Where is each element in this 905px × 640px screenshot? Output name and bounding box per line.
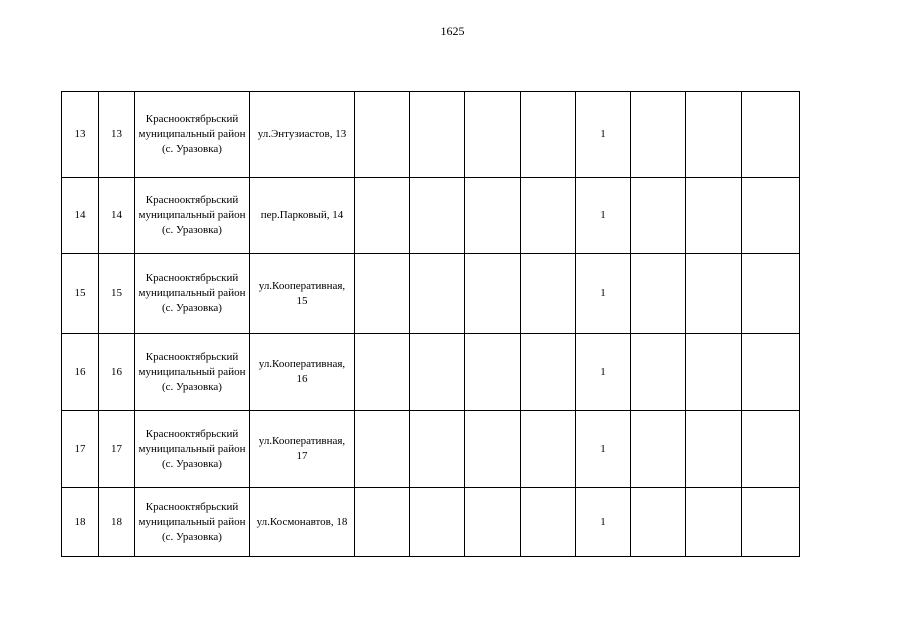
empty-cell <box>410 178 465 254</box>
area-cell: Краснооктябрьский муниципальный район (с. Уразовка) <box>135 334 250 411</box>
registry-table <box>61 91 800 557</box>
empty-cell <box>521 92 576 178</box>
empty-cell <box>465 254 521 334</box>
table-row <box>62 334 800 411</box>
value-cell: 1 <box>576 411 631 488</box>
empty-cell <box>521 254 576 334</box>
empty-cell <box>521 334 576 411</box>
empty-cell <box>631 334 686 411</box>
empty-cell <box>686 178 742 254</box>
row-number-cell: 14 <box>62 178 99 254</box>
empty-cell <box>355 334 410 411</box>
empty-cell <box>410 488 465 557</box>
empty-cell <box>465 488 521 557</box>
value-cell: 1 <box>576 92 631 178</box>
empty-cell <box>742 488 800 557</box>
row-number-cell-2: 18 <box>99 488 135 557</box>
empty-cell <box>686 411 742 488</box>
empty-cell <box>410 92 465 178</box>
empty-cell <box>686 92 742 178</box>
row-number-cell: 18 <box>62 488 99 557</box>
empty-cell <box>686 334 742 411</box>
value-cell: 1 <box>576 334 631 411</box>
table-row <box>62 92 800 178</box>
empty-cell <box>410 254 465 334</box>
value-cell: 1 <box>576 178 631 254</box>
empty-cell <box>631 92 686 178</box>
empty-cell <box>355 92 410 178</box>
empty-cell <box>355 488 410 557</box>
empty-cell <box>742 178 800 254</box>
empty-cell <box>410 334 465 411</box>
page-number: 1625 <box>440 24 465 38</box>
empty-cell <box>465 92 521 178</box>
row-number-cell-2: 13 <box>99 92 135 178</box>
row-number-cell: 13 <box>62 92 99 178</box>
empty-cell <box>355 254 410 334</box>
address-cell: ул.Кооперативная, 15 <box>250 254 355 334</box>
area-cell: Краснооктябрьский муниципальный район (с. Уразовка) <box>135 488 250 557</box>
address-cell: пер.Парковый, 14 <box>250 178 355 254</box>
row-number-cell: 17 <box>62 411 99 488</box>
row-number-cell-2: 16 <box>99 334 135 411</box>
table-row <box>62 178 800 254</box>
address-cell: ул.Космонавтов, 18 <box>250 488 355 557</box>
value-cell: 1 <box>576 488 631 557</box>
empty-cell <box>742 254 800 334</box>
empty-cell <box>355 178 410 254</box>
address-cell: ул.Кооперативная, 16 <box>250 334 355 411</box>
row-number-cell-2: 14 <box>99 178 135 254</box>
address-cell: ул.Кооперативная, 17 <box>250 411 355 488</box>
empty-cell <box>521 411 576 488</box>
empty-cell <box>686 488 742 557</box>
empty-cell <box>355 411 410 488</box>
empty-cell <box>465 334 521 411</box>
row-number-cell: 15 <box>62 254 99 334</box>
empty-cell <box>742 92 800 178</box>
empty-cell <box>742 334 800 411</box>
row-number-cell: 16 <box>62 334 99 411</box>
empty-cell <box>465 178 521 254</box>
empty-cell <box>521 178 576 254</box>
row-number-cell-2: 17 <box>99 411 135 488</box>
empty-cell <box>521 488 576 557</box>
table-row <box>62 488 800 557</box>
area-cell: Краснооктябрьский муниципальный район (с. Уразовка) <box>135 92 250 178</box>
area-cell: Краснооктябрьский муниципальный район (с. Уразовка) <box>135 411 250 488</box>
table-row <box>62 254 800 334</box>
area-cell: Краснооктябрьский муниципальный район (с. Уразовка) <box>135 178 250 254</box>
empty-cell <box>742 411 800 488</box>
address-cell: ул.Энтузиастов, 13 <box>250 92 355 178</box>
empty-cell <box>686 254 742 334</box>
row-number-cell-2: 15 <box>99 254 135 334</box>
empty-cell <box>465 411 521 488</box>
area-cell: Краснооктябрьский муниципальный район (с. Уразовка) <box>135 254 250 334</box>
empty-cell <box>631 254 686 334</box>
empty-cell <box>631 411 686 488</box>
empty-cell <box>410 411 465 488</box>
table-row <box>62 411 800 488</box>
empty-cell <box>631 488 686 557</box>
empty-cell <box>631 178 686 254</box>
value-cell: 1 <box>576 254 631 334</box>
